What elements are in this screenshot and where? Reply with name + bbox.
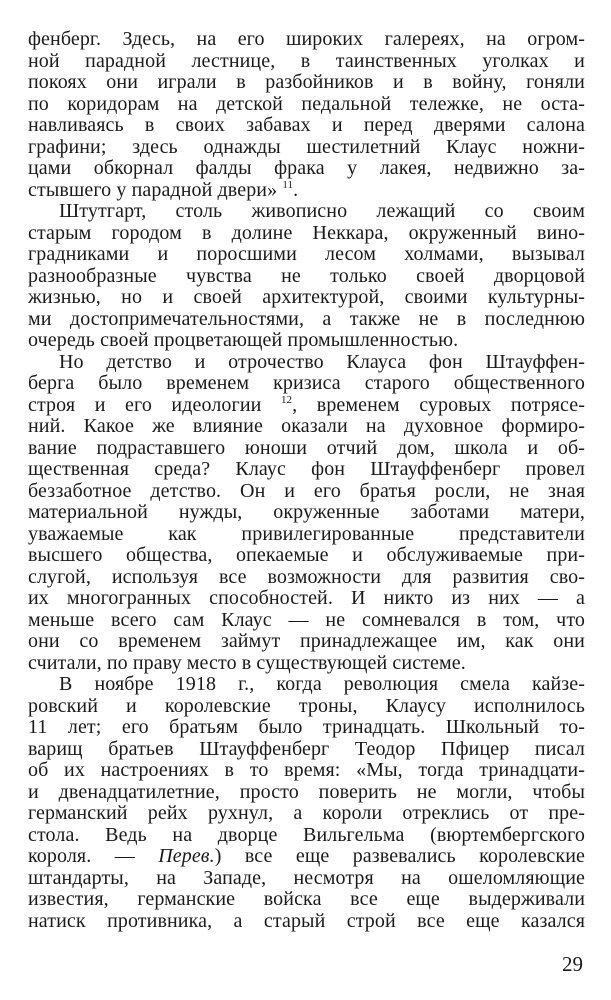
- text-line: материальной нужды, окруженные заботами матери,: [28, 501, 585, 523]
- paragraph: [28, 201, 585, 352]
- text-line: известия, германские войска все еще выдерживали: [28, 888, 585, 910]
- text-line: слугой, используя все возможности для развития сво-: [28, 565, 585, 588]
- text-line: графини; здесь однажды шестилетний Клаус ножни-: [28, 135, 585, 158]
- text-line: по коридорам на детской педальной тележке, не оста-: [28, 92, 585, 115]
- text-line: цами обкорнал фалды фрака у лакея, недвижно за-: [28, 157, 585, 179]
- text-segment: строя и его идеологии: [28, 393, 281, 416]
- text-line: [28, 846, 585, 868]
- text-line: щественная среда? Клаус фон Штауффенберг провел: [28, 458, 585, 480]
- text-line: и двенадцатилетние, просто поверить не могли, чтобы: [28, 780, 585, 803]
- text-segment: , временем суровых потрясе-: [292, 393, 585, 416]
- italic-text: Перев.: [158, 845, 215, 867]
- text-line: 11 лет; его братьям было тринадцать. Школьный то-: [28, 716, 585, 738]
- text-line: берга было временем кризиса старого общественного: [28, 372, 585, 394]
- text-line: штандарты, на Западе, несмотря на ошеломляющие: [28, 866, 585, 889]
- text-line: покоях они играли в разбойников и в войну, гоняли: [28, 71, 585, 93]
- page-number: 29: [562, 952, 583, 976]
- text-line: высшего общества, опекаемые и обслуживаемые при-: [28, 544, 585, 566]
- footnote-ref: 11: [282, 178, 294, 191]
- book-page-text: [28, 29, 585, 932]
- text-line: Но детство и отрочество Клауса фон Штауффен-: [59, 350, 585, 373]
- text-line: варищ братьев Штауффенберг Теодор Пфицер писал: [28, 737, 585, 760]
- text-line: уважаемые как привилегированные представители: [28, 522, 585, 545]
- text-line: их многогранных способностей. И никто из них — а: [28, 587, 585, 609]
- text-line: меньше всего сам Клаус — не сомневался в том, что: [28, 608, 585, 631]
- paragraph: [28, 29, 585, 201]
- text-line: градниками и поросшими лесом холмами, вызывал: [28, 243, 585, 265]
- text-line: Штутгарт, столь живописно лежащий со своим: [59, 200, 585, 222]
- text-line: [28, 180, 585, 202]
- text-segment: .: [293, 178, 299, 201]
- text-line: об их настроениях в то время: «Мы, тогда тринадцати-: [28, 759, 585, 781]
- text-segment: короля. —: [28, 845, 159, 867]
- text-line: они со временем займут принадлежащее им, как они: [28, 630, 585, 652]
- text-line: очередь своей процветающей промышленностью.: [28, 329, 459, 351]
- text-line: стола. Ведь на дворце Вильгельма (вюртембергского: [28, 823, 585, 846]
- text-line: считали, по праву место в существующей системе.: [28, 651, 466, 674]
- text-line: ний. Какое же влияние оказали на духовное формиро-: [28, 415, 585, 437]
- text-line: В ноябре 1918 г., когда революция смела кайзе-: [59, 673, 585, 695]
- text-line: ми достопримечательностями, а также не в последнюю: [28, 307, 585, 330]
- text-line: германский рейх рухнул, а короли отреклись от пре-: [28, 802, 585, 824]
- text-line: жизнью, но и своей архитектурой, своими культурны-: [28, 286, 585, 308]
- footnote-ref: 12: [280, 393, 293, 406]
- text-line: навливаясь в своих забавах и перед дверями салона: [28, 114, 585, 136]
- text-line: беззаботное детство. Он и его братья росли, не зная: [28, 479, 585, 502]
- text-line: ной парадной лестнице, в таинственных уголках и: [28, 49, 585, 72]
- text-line: фенберг. Здесь, на его широких галереях, на огром-: [28, 28, 585, 50]
- paragraph: [28, 674, 585, 932]
- text-segment: ) все еще развевались королевские: [214, 845, 585, 867]
- text-segment: стывшего у парадной двери»: [28, 178, 283, 201]
- text-line: [28, 395, 585, 417]
- text-line: разнообразные чувства не только своей дворцовой: [28, 264, 585, 287]
- paragraph: [28, 352, 585, 675]
- text-line: натиск противника, а старый строй все еще казался: [28, 909, 585, 932]
- text-line: ровский и королевские троны, Клаусу исполнилось: [28, 694, 585, 717]
- text-line: вание подраставшего юноши отчий дом, школа и об-: [28, 436, 585, 459]
- text-line: старым городом в долине Неккара, окруженный вино-: [28, 221, 585, 244]
